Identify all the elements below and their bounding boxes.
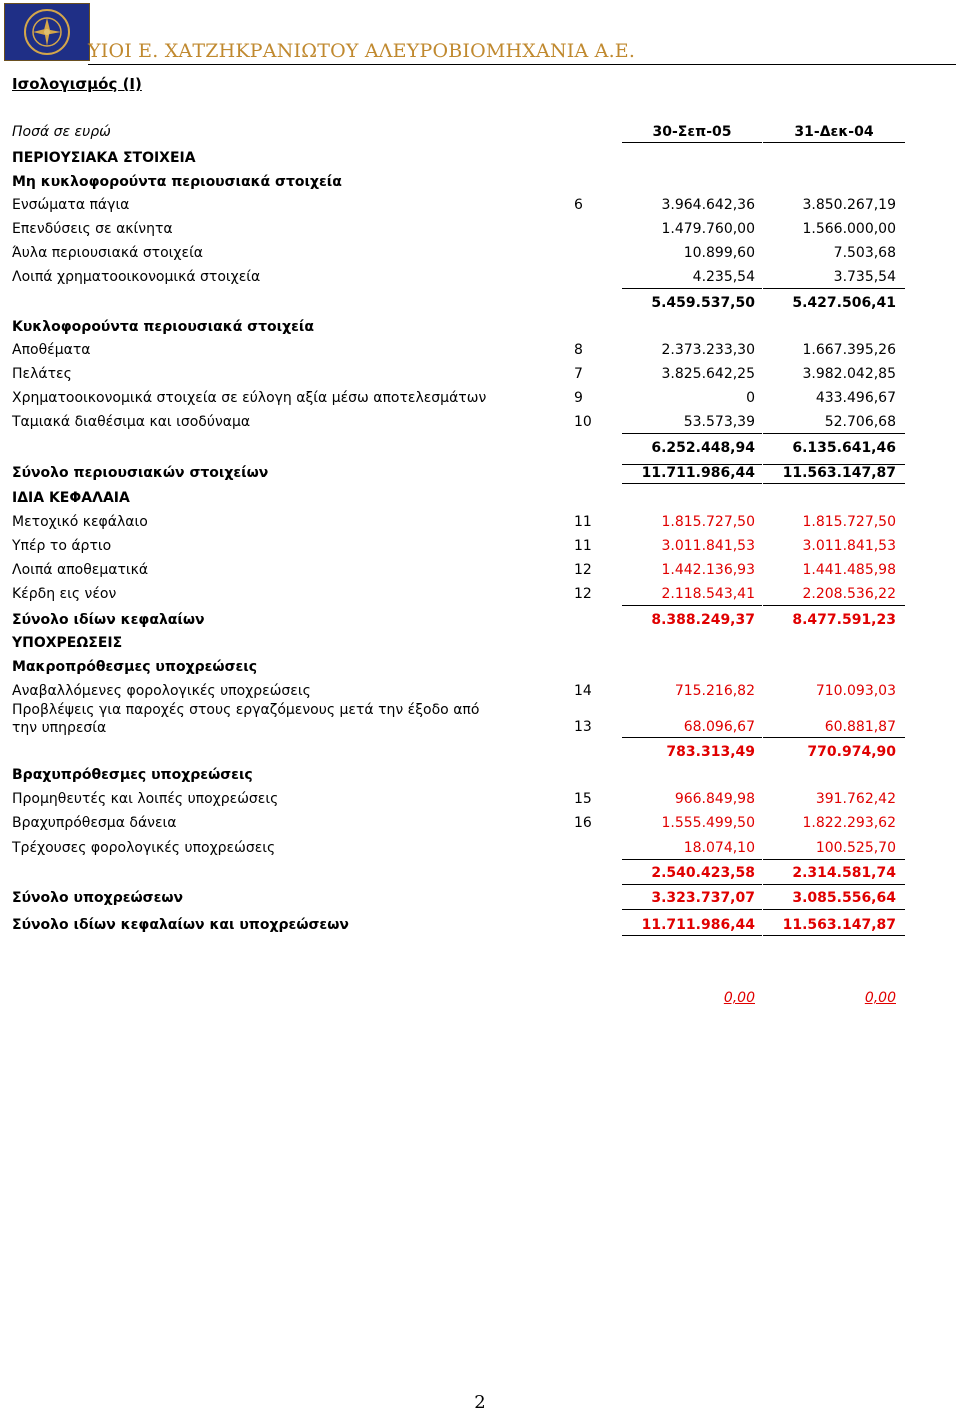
longterm-liabilities-heading: Μακροπρόθεσμες υποχρεώσεις [12,659,258,675]
total-row: Σύνολο περιουσιακών στοιχείων 11.711.986,44 11.563.147,87 [12,465,896,481]
subtotal-rule [763,884,905,885]
subtotal-rule [622,884,762,885]
noncurrent-assets-heading: Μη κυκλοφορούντα περιουσιακά στοιχεία [12,174,342,190]
grand-total-rule [763,935,905,936]
subtotal-rule [622,288,762,289]
check-row: 0,00 0,00 [723,990,896,1006]
table-row: Αποθέματα 8 2.373.233,30 1.667.395,26 [12,342,896,358]
subtotal-rule [622,433,762,434]
total-row: Σύνολο ιδίων κεφαλαίων 8.388.249,37 8.477.591,23 [12,612,896,628]
table-row: Βραχυπρόθεσμα δάνεια 16 1.555.499,50 1.822.293,62 [12,815,896,831]
company-logo [4,3,90,61]
subtotal-rule [763,288,905,289]
page-number: 2 [474,1392,486,1413]
table-row: Μετοχικό κεφάλαιο 11 1.815.727,50 1.815.727,50 [12,514,896,530]
subtotal-rule [763,605,905,606]
table-row: Επενδύσεις σε ακίνητα 1.479.760,00 1.566.000,00 [12,221,896,237]
table-row: Άυλα περιουσιακά στοιχεία 10.899,60 7.503,68 [12,245,896,261]
grand-total-rule [622,935,762,936]
subtotal-rule [622,737,762,738]
section-heading [0,635,960,655]
total-rule [763,464,905,465]
table-row: Υπέρ το άρτιο 11 3.011.841,53 3.011.841,53 [12,538,896,554]
company-name: ΥΙΟΙ Ε. ΧΑΤΖΗΚΡΑΝΙΩΤΟΥ ΑΛΕΥΡΟΒΙΟΜΗΧΑΝΙΑ Α.Ε. [88,40,636,62]
table-row: Λοιπά χρηματοοικονομικά στοιχεία 4.235,54 3.735,54 [12,269,896,285]
subtotal-rule [763,859,905,860]
page-title: Ισολογισμός (Ι) [12,75,142,93]
section-heading [0,490,960,510]
table-row: Τρέχουσες φορολογικές υποχρεώσεις 18.074,10 100.525,70 [12,840,896,856]
liabilities-heading: ΥΠΟΧΡΕΩΣΕΙΣ [12,635,123,651]
subtotal-rule [763,737,905,738]
current-assets-heading: Κυκλοφορούντα περιουσιακά στοιχεία [12,319,314,335]
subsection-heading [0,659,960,679]
column-header-period1: 30-Σεπ-05 [652,124,732,140]
total-rule [763,483,905,484]
table-row: Πελάτες 7 3.825.642,25 3.982.042,85 [12,366,896,382]
table-row: Χρηματοοικονομικά στοιχεία σε εύλογη αξία μέσω αποτελεσμάτων 9 0 433.496,67 [12,390,896,406]
column-header-rule [763,142,905,143]
table-row: Κέρδη εις νέον 12 2.118.543,41 2.208.536,22 [12,586,896,602]
page-header [0,0,960,66]
currency-label: Ποσά σε ευρώ [12,124,111,140]
subtotal-row: 6.252.448,94 6.135.641,46 [651,440,896,456]
subtotal-row: 783.313,49 770.974,90 [666,744,896,760]
logo-emblem-icon [5,4,89,60]
subsection-heading [0,319,960,339]
subtotal-rule [622,605,762,606]
subtotal-row: 2.540.423,58 2.314.581,74 [651,865,896,881]
grand-total-row: Σύνολο ιδίων κεφαλαίων και υποχρεώσεων 11.711.986,44 11.563.147,87 [12,917,896,933]
table-row: Λοιπά αποθεματικά 12 1.442.136,93 1.441.485,98 [12,562,896,578]
total-rule [622,483,762,484]
subsection-heading [0,174,960,194]
column-header-period2: 31-Δεκ-04 [794,124,874,140]
assets-heading: ΠΕΡΙΟΥΣΙΑΚΑ ΣΤΟΙΧΕΙΑ [12,150,196,166]
section-heading [0,150,960,170]
column-header-rule [622,142,762,143]
total-rule [622,464,762,465]
subtotal-rule [763,433,905,434]
column-header-row [0,124,960,144]
header-rule [88,64,956,65]
shortterm-liabilities-heading: Βραχυπρόθεσμες υποχρεώσεις [12,767,253,783]
table-row: Ενσώματα πάγια 6 3.964.642,36 3.850.267,19 [12,197,896,213]
table-row: Προμηθευτές και λοιπές υποχρεώσεις 15 966.849,98 391.762,42 [12,791,896,807]
equity-heading: ΙΔΙΑ ΚΕΦΑΛΑΙΑ [12,490,130,506]
table-row: Αναβαλλόμενες φορολογικές υποχρεώσεις 14 715.216,82 710.093,03 [12,683,896,699]
total-row: Σύνολο υποχρεώσεων 3.323.737,07 3.085.556,64 [12,890,896,906]
subtotal-row: 5.459.537,50 5.427.506,41 [651,295,896,311]
table-row: Προβλέψεις για παροχές στους εργαζόμενους μετά την έξοδο από την υπηρεσία 13 68.096,67 60.881,87 [12,702,896,736]
total-rule [622,909,762,910]
total-rule [763,909,905,910]
subsection-heading [0,767,960,787]
subtotal-rule [622,859,762,860]
table-row: Ταμιακά διαθέσιμα και ισοδύναμα 10 53.573,39 52.706,68 [12,414,896,430]
